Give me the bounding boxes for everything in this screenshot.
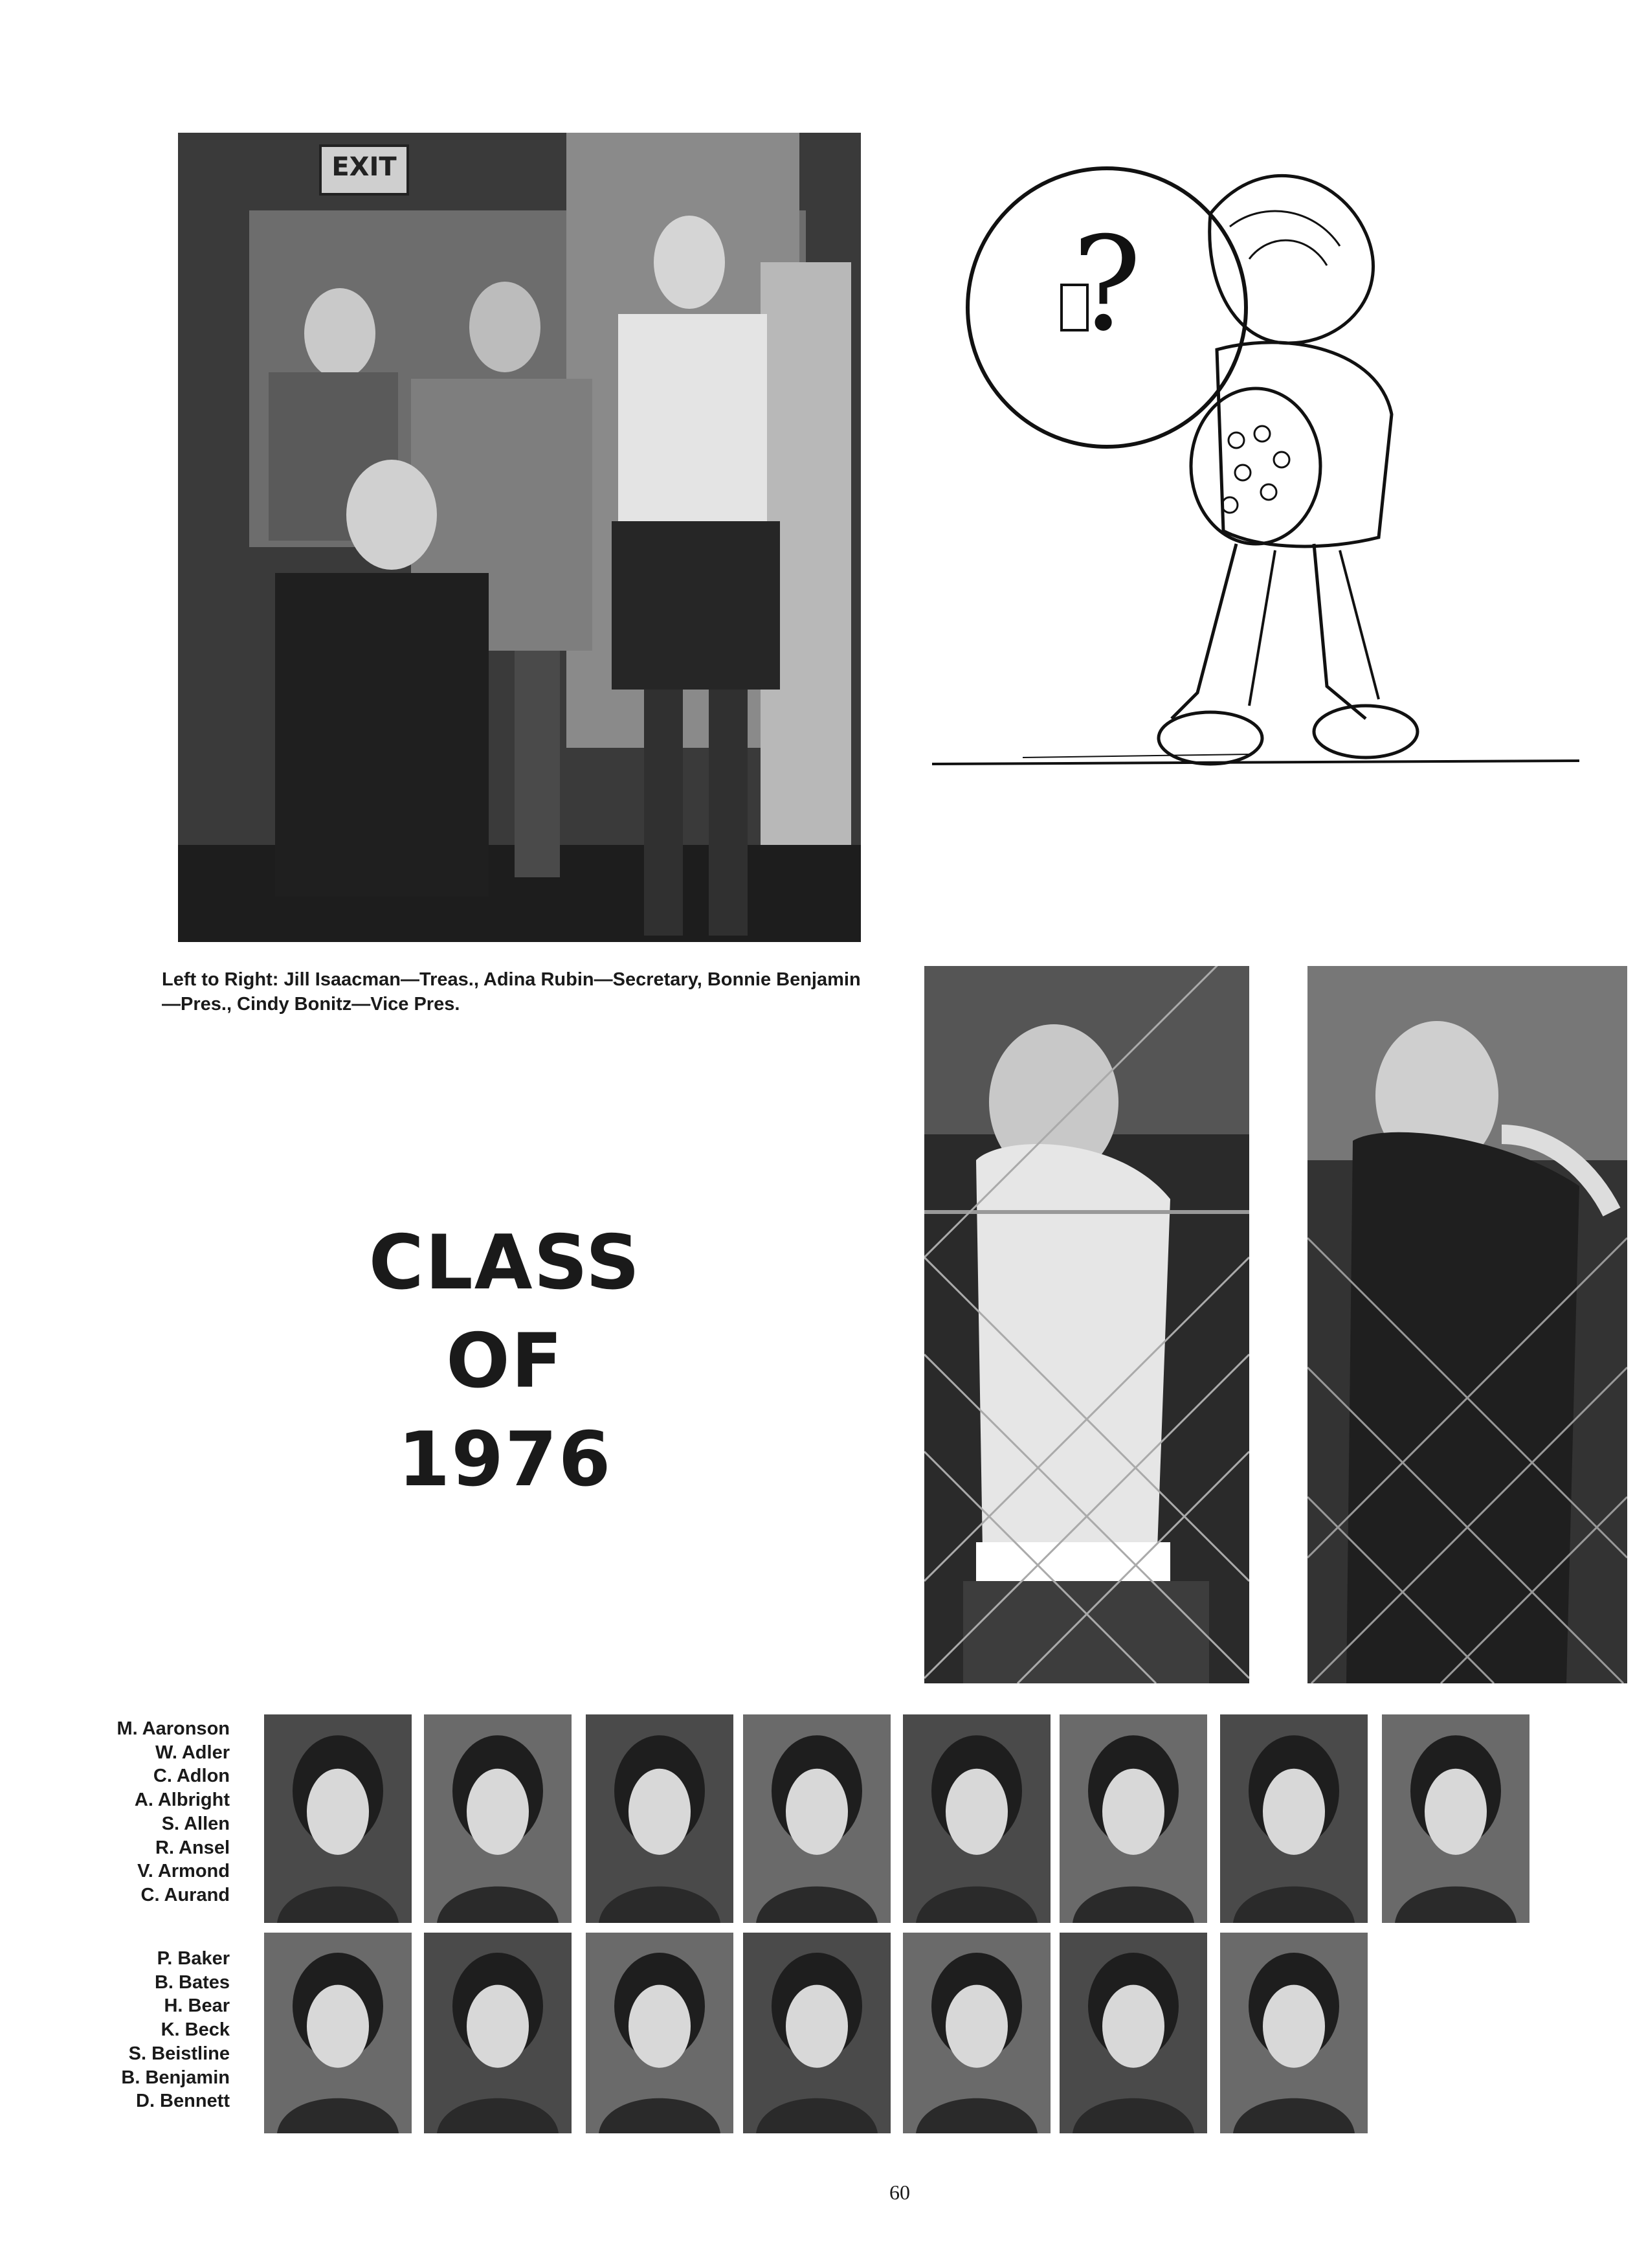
student-name: C. Aurand — [140, 1884, 230, 1905]
exit-sign: EXIT — [331, 152, 397, 182]
cartoon-illustration — [926, 136, 1592, 783]
student-portrait — [743, 1714, 891, 1923]
student-portrait — [1060, 1933, 1207, 2133]
student-portrait — [586, 1714, 733, 1923]
row1-name-list — [36, 1717, 230, 1907]
student-name: A. Albright — [134, 1790, 230, 1811]
student-name: W. Adler — [155, 1742, 230, 1763]
student-name: B. Bates — [154, 1971, 230, 1993]
student-portrait — [264, 1714, 412, 1923]
candid-photo-left — [924, 966, 1249, 1683]
student-name: K. Beck — [161, 2019, 230, 2041]
student-portrait — [1382, 1714, 1529, 1923]
officers-photo — [178, 133, 861, 942]
candid-photo-right — [1307, 966, 1627, 1683]
student-name: H. Bear — [164, 1995, 230, 2017]
student-portrait — [1220, 1933, 1368, 2133]
student-portrait — [264, 1933, 412, 2133]
title-line-class: CLASS — [368, 1219, 641, 1307]
student-portrait — [424, 1714, 572, 1923]
student-portrait — [424, 1933, 572, 2133]
student-name: R. Ansel — [155, 1837, 230, 1858]
page-number: 60 — [889, 2181, 910, 2204]
student-name: C. Adlon — [153, 1766, 230, 1787]
student-name: P. Baker — [157, 1948, 230, 1969]
question-mark: ? — [1072, 209, 1142, 360]
student-name: S. Allen — [161, 1813, 230, 1834]
student-name: B. Benjamin — [121, 2067, 230, 2088]
student-name: V. Armond — [137, 1861, 230, 1882]
class-title — [362, 1214, 647, 1509]
title-line-year: 1976 — [397, 1416, 612, 1503]
student-name: S. Beistline — [128, 2043, 230, 2064]
title-line-of: OF — [446, 1318, 564, 1405]
student-name: M. Aaronson — [117, 1718, 230, 1739]
student-portrait — [903, 1714, 1051, 1923]
student-portrait — [586, 1933, 733, 2133]
officers-caption: Left to Right: Jill Isaacman—Treas., Adina Rubin—Secretary, Bonnie Benjamin—Pres., Cindy Bonitz—Vice Pres. — [162, 969, 861, 1015]
student-portrait — [1220, 1714, 1368, 1923]
student-name: D. Bennett — [136, 2091, 230, 2112]
student-portrait — [903, 1933, 1051, 2133]
student-portrait — [743, 1933, 891, 2133]
student-portrait — [1060, 1714, 1207, 1923]
row2-name-list — [36, 1947, 230, 2113]
